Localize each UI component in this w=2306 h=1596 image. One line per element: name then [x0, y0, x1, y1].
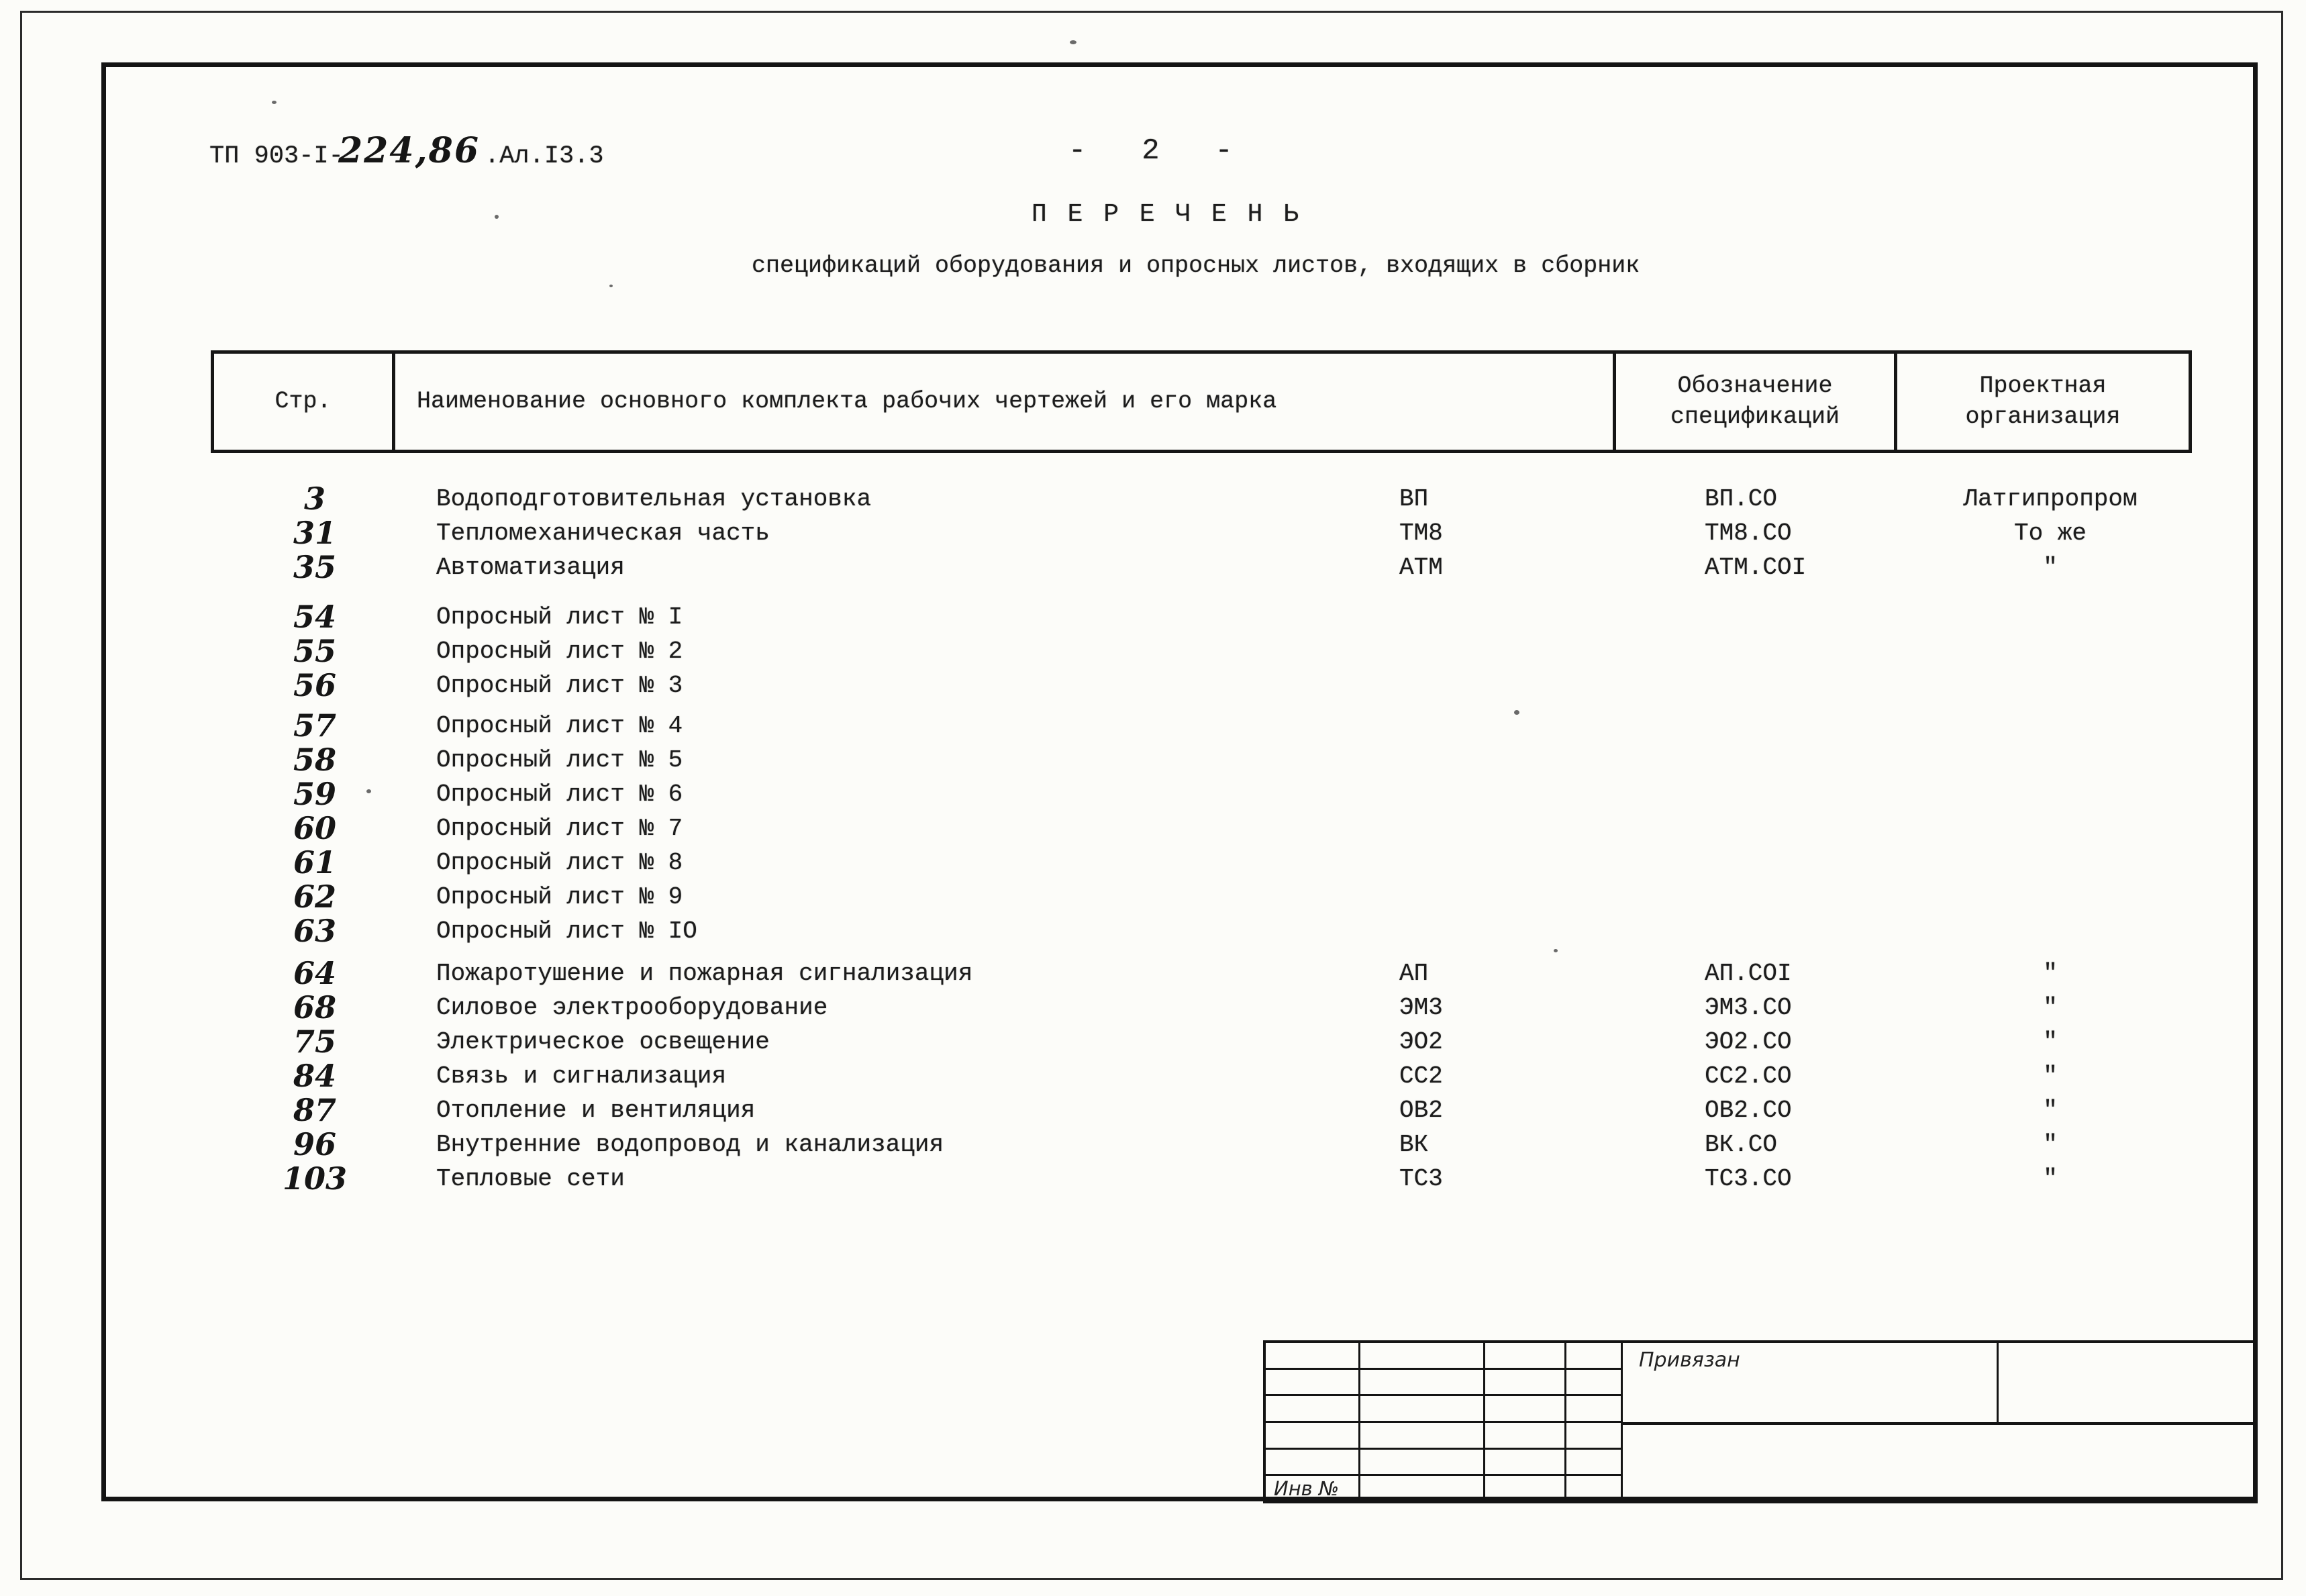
- table-row: [211, 1059, 2217, 1093]
- table-row: [211, 516, 2217, 550]
- row-org: ": [2043, 994, 2058, 1021]
- row-mark: ВК: [1399, 1131, 1429, 1158]
- col-header-name: Наименование основного комплекта рабочих чертежей и его марка: [395, 354, 1616, 450]
- row-spec: ТМ8.СО: [1705, 519, 1792, 547]
- row-mark: ТМ8: [1399, 519, 1443, 547]
- row-mark: ОВ2: [1399, 1097, 1443, 1124]
- scan-speckle: [495, 215, 499, 219]
- row-spec: АТМ.СОI: [1705, 554, 1807, 581]
- col-header-spec: [1616, 354, 1897, 450]
- col-header-spec-line2: спецификаций: [1670, 403, 1840, 430]
- row-name: Отопление и вентиляция: [436, 1097, 756, 1124]
- row-org: ": [2043, 554, 2058, 581]
- row-mark: ЭМ3: [1399, 994, 1443, 1021]
- inventory-number-label: Инв №: [1274, 1477, 1340, 1500]
- row-name: Внутренние водопровод и канализация: [436, 1131, 944, 1158]
- row-org: ": [2043, 1028, 2058, 1056]
- row-spec: ВК.СО: [1705, 1131, 1778, 1158]
- row-page-number: 54: [293, 599, 336, 635]
- row-org: ": [2043, 1097, 2058, 1124]
- row-page-number: 75: [293, 1024, 336, 1060]
- row-name: Опросный лист № 9: [436, 883, 683, 911]
- table-row: [211, 634, 2217, 668]
- row-spec: АП.СОI: [1705, 960, 1792, 987]
- row-name: Опросный лист № 5: [436, 746, 683, 774]
- row-spec: ЭО2.СО: [1705, 1028, 1792, 1056]
- table-row: [211, 668, 2217, 703]
- spec-table-header: [211, 350, 2192, 453]
- row-mark: ТС3: [1399, 1165, 1443, 1193]
- row-name: Силовое электрооборудование: [436, 994, 828, 1021]
- scan-speckle: [609, 285, 613, 287]
- row-spec: ОВ2.СО: [1705, 1097, 1792, 1124]
- row-org: ": [2043, 1131, 2058, 1158]
- row-name: Пожаротушение и пожарная сигнализация: [436, 960, 973, 987]
- row-page-number: 63: [293, 913, 336, 949]
- table-row: [211, 600, 2217, 634]
- row-name: Тепломеханическая часть: [436, 519, 770, 547]
- sheet-page-number: - 2 -: [1068, 134, 1240, 168]
- row-page-number: 56: [293, 667, 336, 703]
- scan-speckle: [1070, 40, 1076, 44]
- row-page-number: 64: [293, 955, 336, 991]
- col-header-org: [1897, 354, 2189, 450]
- list-subtitle: спецификаций оборудования и опросных листов, входящих в сборник: [752, 252, 1640, 279]
- table-row: [211, 846, 2217, 880]
- row-name: Опросный лист № IO: [436, 917, 697, 945]
- row-name: Опросный лист № 2: [436, 638, 683, 665]
- row-mark: АТМ: [1399, 554, 1443, 581]
- scan-speckle: [366, 789, 371, 793]
- row-page-number: 61: [293, 844, 336, 881]
- table-row: [211, 550, 2217, 585]
- row-mark: АП: [1399, 960, 1429, 987]
- table-row: [211, 914, 2217, 948]
- title-block-empty-cell: [1999, 1343, 2255, 1422]
- row-name: Опросный лист № 7: [436, 815, 683, 842]
- table-row: [211, 1093, 2217, 1128]
- row-page-number: 57: [293, 707, 336, 744]
- row-page-number: 35: [293, 549, 336, 585]
- title-block: [1263, 1340, 2258, 1503]
- title-block-grid-col: [1485, 1343, 1566, 1501]
- title-block-grid-col: [1360, 1343, 1485, 1501]
- scan-speckle: [1514, 710, 1519, 715]
- row-name: Опросный лист № 6: [436, 781, 683, 808]
- col-header-org-line2: организация: [1965, 403, 2121, 430]
- linked-label: Привязан: [1639, 1348, 1740, 1372]
- row-page-number: 31: [293, 515, 336, 551]
- row-org: Латгипропром: [1963, 485, 2138, 513]
- row-page-number: 84: [293, 1058, 336, 1094]
- row-org: ": [2043, 960, 2058, 987]
- row-name: Опросный лист № 4: [436, 712, 683, 740]
- scan-speckle: [1554, 949, 1558, 952]
- title-block-empty-cell: [1623, 1425, 2255, 1501]
- col-header-page: Стр.: [214, 354, 395, 450]
- row-page-number: 103: [282, 1160, 348, 1197]
- doc-code: ТП 903-I-: [209, 142, 344, 170]
- row-name: Опросный лист № I: [436, 603, 683, 631]
- row-page-number: 55: [293, 633, 336, 669]
- row-spec: ВП.СО: [1705, 485, 1778, 513]
- row-spec: СС2.СО: [1705, 1062, 1792, 1090]
- table-row: [211, 991, 2217, 1025]
- row-org: То же: [2013, 519, 2087, 547]
- list-title: П Е Р Е Ч Е Н Ь: [1032, 200, 1302, 229]
- row-page-number: 59: [293, 776, 336, 812]
- album-code: .Ал.I3.3: [485, 142, 604, 170]
- row-mark: СС2: [1399, 1062, 1443, 1090]
- row-page-number: 58: [293, 742, 336, 778]
- col-header-org-line1: Проектная: [1979, 372, 2107, 399]
- row-spec: ЭМ3.СО: [1705, 994, 1792, 1021]
- row-page-number: 87: [293, 1092, 336, 1128]
- table-row: [211, 880, 2217, 914]
- col-header-spec-line1: Обозначение: [1677, 372, 1833, 399]
- scan-speckle: [272, 101, 277, 104]
- row-page-number: 3: [303, 481, 325, 517]
- table-row: [211, 956, 2217, 991]
- row-page-number: 96: [293, 1126, 336, 1162]
- row-page-number: 68: [293, 989, 336, 1026]
- row-name: Опросный лист № 3: [436, 672, 683, 699]
- row-name: Электрическое освещение: [436, 1028, 770, 1056]
- doc-code-number: 224,86: [338, 130, 481, 171]
- row-org: ": [2043, 1062, 2058, 1090]
- table-row: [211, 709, 2217, 743]
- row-org: ": [2043, 1165, 2058, 1193]
- table-row: [211, 811, 2217, 846]
- table-row: [211, 1162, 2217, 1196]
- row-name: Автоматизация: [436, 554, 625, 581]
- row-page-number: 62: [293, 879, 336, 915]
- row-page-number: 60: [293, 810, 336, 846]
- row-mark: ВП: [1399, 485, 1429, 513]
- row-name: Водоподготовительная установка: [436, 485, 872, 513]
- title-block-grid-col: [1566, 1343, 1621, 1501]
- title-block-right: [1621, 1343, 2255, 1501]
- row-spec: ТС3.СО: [1705, 1165, 1792, 1193]
- table-row: [211, 482, 2217, 516]
- table-row: [211, 777, 2217, 811]
- row-name: Тепловые сети: [436, 1165, 625, 1193]
- table-row: [211, 743, 2217, 777]
- row-mark: ЭО2: [1399, 1028, 1443, 1056]
- table-row: [211, 1128, 2217, 1162]
- table-row: [211, 1025, 2217, 1059]
- row-name: Опросный лист № 8: [436, 849, 683, 877]
- row-name: Связь и сигнализация: [436, 1062, 727, 1090]
- spec-table-rows: [211, 482, 2217, 1196]
